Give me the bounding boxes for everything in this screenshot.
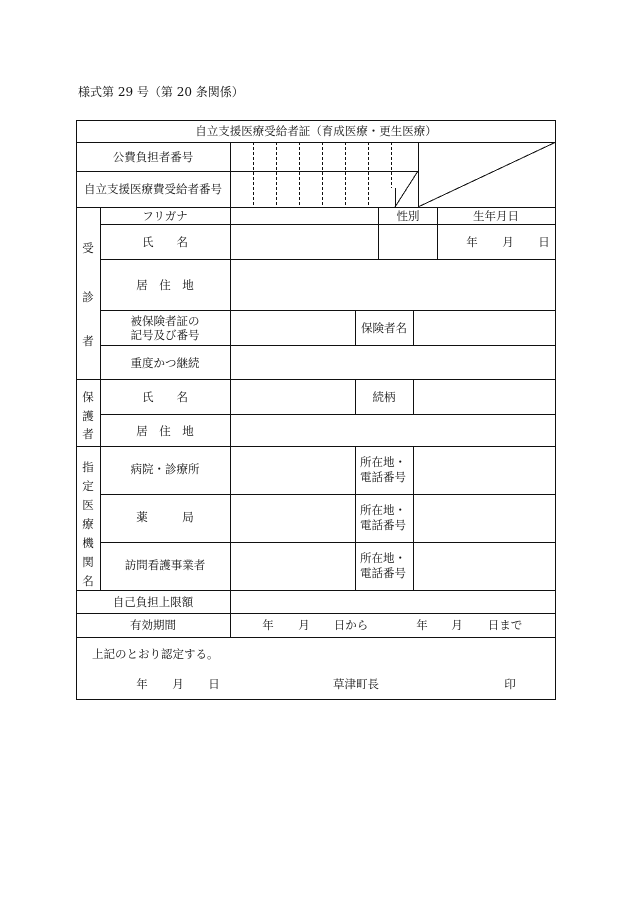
nursing-label: 訪問看護事業者 <box>124 558 206 572</box>
patient-group-char: 受 <box>82 241 94 255</box>
guardian-group-char: 保 <box>82 390 94 404</box>
patient-group-char: 診 <box>82 290 94 304</box>
validity-from-month: 月 <box>298 618 310 632</box>
guardian-address-label: 居 住 地 <box>136 424 194 438</box>
relation-label: 続柄 <box>372 390 396 404</box>
recipient-number-label: 自立支援医療費受給者番号 <box>84 182 222 196</box>
public-payer-number-label: 公費負担者番号 <box>112 150 194 164</box>
form-number: 様式第 29 号（第 20 条関係） <box>78 85 244 99</box>
certificate-title: 自立支援医療受給者証（育成医療・更生医療） <box>195 124 437 138</box>
footer-year: 年 <box>136 677 148 691</box>
digit-dividers <box>254 142 392 207</box>
seal-mark: 印 <box>504 677 516 691</box>
pharmacy-contact-line1: 所在地・ <box>360 503 406 517</box>
patient-group-char: 者 <box>82 334 94 348</box>
nursing-contact-line2: 電話番号 <box>360 566 406 580</box>
birthdate-label: 生年月日 <box>473 209 519 223</box>
insurer-label: 保険者名 <box>361 321 407 335</box>
validity-label: 有効期間 <box>130 618 176 632</box>
table-grid <box>76 120 556 700</box>
birth-month-unit: 月 <box>502 235 514 249</box>
hospital-contact-line1: 所在地・ <box>360 455 406 469</box>
birth-day-unit: 日 <box>538 235 550 249</box>
institution-group-char: 定 <box>82 479 94 493</box>
insurance-card-label-line2: 記号及び番号 <box>130 328 200 342</box>
guardian-group-char: 護 <box>82 409 94 423</box>
institution-group-char: 関 <box>82 555 94 569</box>
footer-month: 月 <box>172 677 184 691</box>
furigana-label: フリガナ <box>142 209 188 223</box>
issuer-name: 草津町長 <box>333 677 379 691</box>
institution-group-char: 機 <box>82 536 94 550</box>
patient-name-label: 氏 名 <box>142 235 188 249</box>
guardian-name-label: 氏 名 <box>142 390 188 404</box>
footer-day: 日 <box>208 677 220 691</box>
validity-from-day: 日から <box>333 618 369 632</box>
guardian-group-char: 者 <box>82 427 94 441</box>
certification-statement: 上記のとおり認定する。 <box>92 647 219 661</box>
pharmacy-label: 薬 局 <box>136 510 194 524</box>
institution-group-char: 療 <box>82 517 94 531</box>
severe-continuous-label: 重度かつ継続 <box>130 356 200 370</box>
sex-label: 性別 <box>396 209 420 223</box>
nursing-contact-line1: 所在地・ <box>360 551 406 565</box>
hospital-label: 病院・診療所 <box>130 462 200 476</box>
validity-from-year: 年 <box>262 618 274 632</box>
institution-group-char: 指 <box>82 460 94 474</box>
institution-group-char: 名 <box>82 574 94 588</box>
validity-to-month: 月 <box>451 618 463 632</box>
validity-to-day: 日まで <box>487 618 523 632</box>
certificate-form <box>76 120 556 700</box>
patient-address-label: 居 住 地 <box>136 278 194 292</box>
birth-year-unit: 年 <box>466 235 478 249</box>
validity-to-year: 年 <box>416 618 428 632</box>
copay-limit-label: 自己負担上限額 <box>112 595 194 609</box>
institution-group-char: 医 <box>82 498 94 512</box>
pharmacy-contact-line2: 電話番号 <box>360 518 406 532</box>
insurance-card-label-line1: 被保険者証の <box>130 314 200 328</box>
hospital-contact-line2: 電話番号 <box>360 470 406 484</box>
